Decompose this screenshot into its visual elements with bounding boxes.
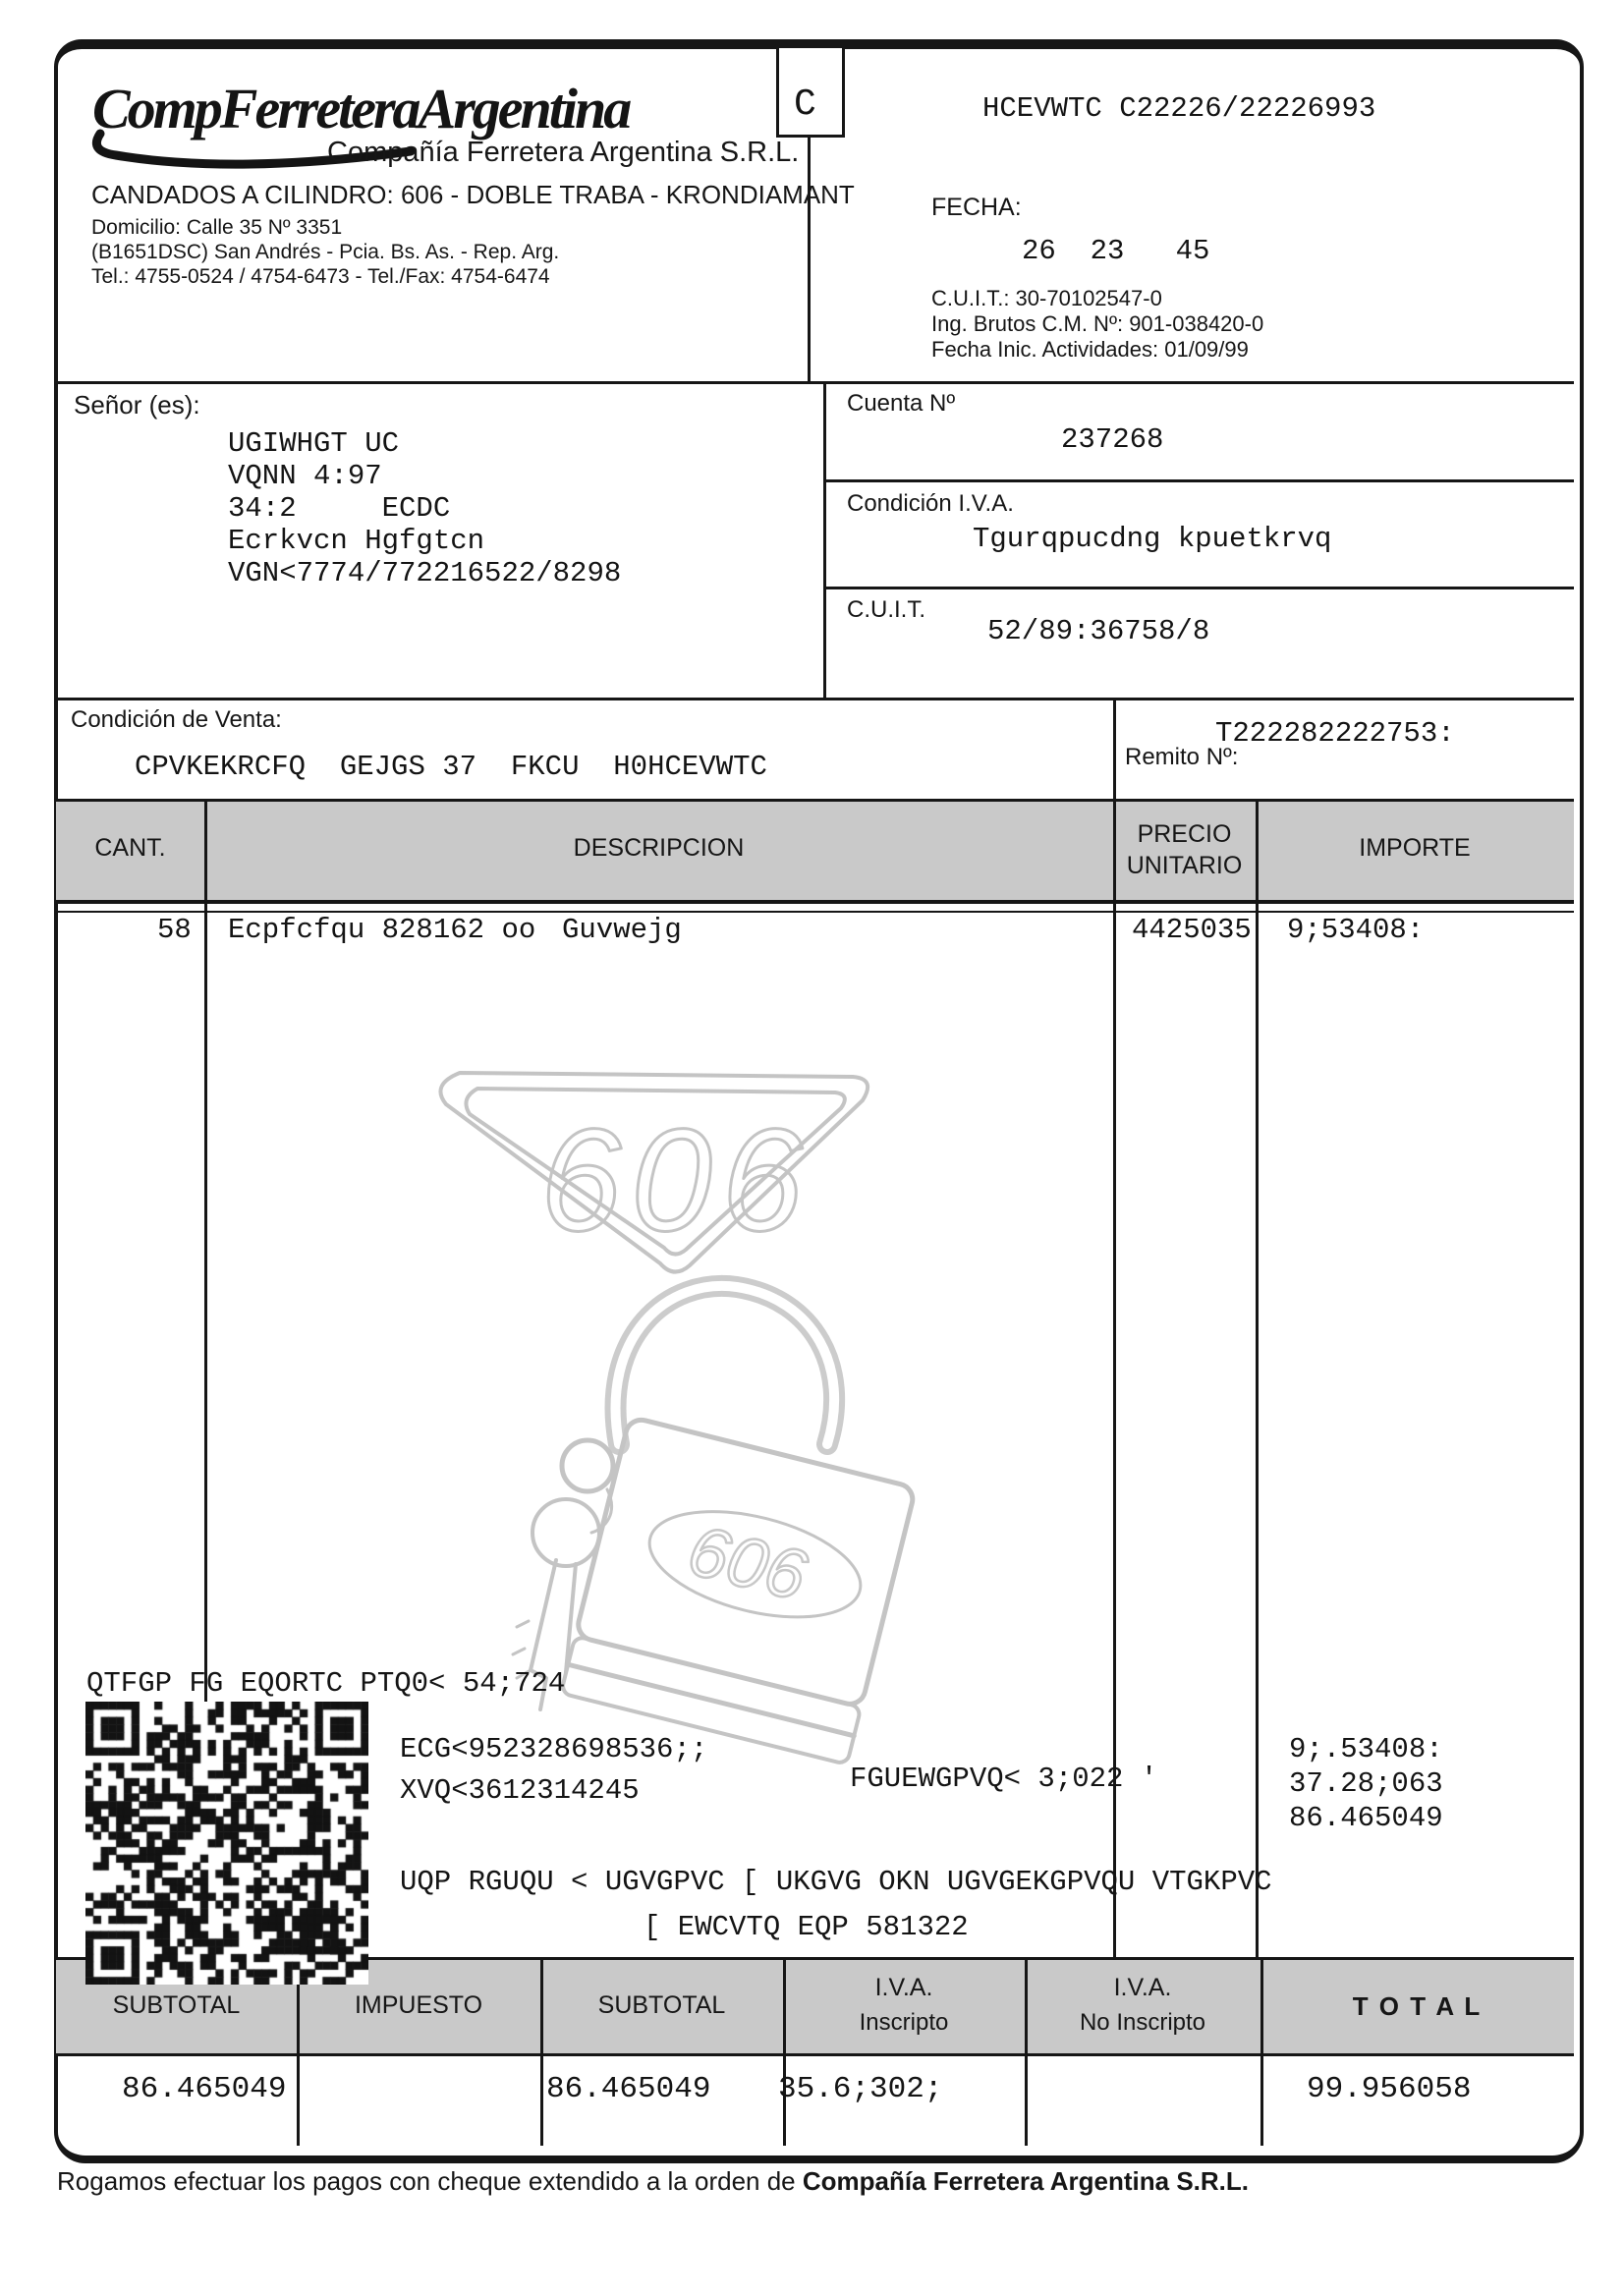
customer-label: Señor (es): bbox=[74, 390, 200, 420]
summary-header-iva-noinscripto-1: I.V.A. bbox=[1113, 1974, 1172, 2001]
header-precio-2: UNITARIO bbox=[1126, 852, 1243, 879]
summary-header-iva-inscripto-2: Inscripto bbox=[859, 2009, 949, 2036]
items-header-bottom bbox=[56, 900, 1574, 904]
condicion-iva-value: Tgurqpucdng kpuetkrvq bbox=[973, 523, 1332, 555]
header-cant: CANT. bbox=[94, 834, 166, 862]
customer-line-2: VQNN 4:97 bbox=[228, 460, 382, 492]
summary-divider-5 bbox=[1260, 1957, 1263, 2146]
customer-line-4: Ecrkvcn Hgfgtcn bbox=[228, 525, 485, 557]
invoice-number: HCEVWTC C22226/22226993 bbox=[982, 92, 1376, 125]
summary-header-total: T O T A L bbox=[1352, 1991, 1483, 2021]
customer-line-1: UGIWHGT UC bbox=[228, 427, 400, 460]
summary-header-iva-inscripto-1: I.V.A. bbox=[874, 1974, 933, 2001]
summary-header-subtotal-1: SUBTOTAL bbox=[112, 1991, 241, 2019]
company-address-2: (B1651DSC) San Andrés - Pcia. Bs. As. - Rep. Arg. bbox=[91, 241, 560, 263]
summary-header-bottom bbox=[56, 2053, 1574, 2056]
footer-note bbox=[57, 2167, 1249, 2196]
cuenta-value: 237268 bbox=[1061, 423, 1164, 456]
inicio-actividades-line: Fecha Inic. Actividades: 01/09/99 bbox=[931, 337, 1249, 362]
customer-cuit-value: 52/89:36758/8 bbox=[987, 615, 1210, 647]
divider-customer-condicion bbox=[56, 698, 1574, 700]
summary-value-subtotal-1: 86.465049 bbox=[122, 2072, 287, 2106]
items-header-bottom-thin bbox=[56, 911, 1574, 913]
summary-header-impuesto: IMPUESTO bbox=[354, 1991, 483, 2019]
ing-brutos-line: Ing. Brutos C.M. Nº: 901-038420-0 bbox=[931, 311, 1264, 336]
orden-compra-line: QTFGP FG EQORTC PTQ0< 54;724 bbox=[86, 1667, 566, 1700]
item-importe: 9;53408: bbox=[1287, 914, 1425, 946]
divider-header-customer bbox=[56, 381, 1574, 384]
padlock-watermark bbox=[373, 1022, 1120, 1768]
customer-cuit-label: C.U.I.T. bbox=[847, 596, 926, 623]
company-name: Compañía Ferretera Argentina S.R.L. bbox=[327, 137, 800, 168]
condicion-venta-label: Condición de Venta: bbox=[71, 706, 282, 733]
item-desc-a: Ecpfcfqu 828162 oo bbox=[228, 914, 536, 946]
amount-words-line-2: [ EWCVTQ EQP 581322 bbox=[644, 1911, 969, 1943]
header-importe: IMPORTE bbox=[1359, 834, 1471, 862]
header-precio-1: PRECIO bbox=[1137, 820, 1232, 848]
summary-value-subtotal-2: 86.465049 bbox=[546, 2072, 711, 2106]
qr-code bbox=[85, 1702, 368, 1985]
amount-line-2: 37.28;063 bbox=[1289, 1767, 1443, 1800]
summary-value-total: 99.956058 bbox=[1307, 2072, 1472, 2106]
company-logo-text: CompFerreteraArgentina bbox=[92, 77, 630, 140]
invoice-type-letter: C bbox=[794, 84, 816, 126]
header-descripcion: DESCRIPCION bbox=[573, 834, 745, 862]
fecha-value: 26 23 45 bbox=[1022, 235, 1210, 267]
condicion-iva-label: Condición I.V.A. bbox=[847, 490, 1014, 517]
amount-words-line-1: UQP RGUQU < UGVGPVC [ UKGVG OKN UGVGEKGPVQU VTGKPVC bbox=[400, 1866, 1272, 1898]
items-header-top bbox=[56, 799, 1574, 802]
summary-divider-1 bbox=[297, 1957, 300, 2146]
amount-line-1: 9;.53408: bbox=[1289, 1733, 1443, 1765]
condicion-venta-value: CPVKEKRCFQ GEJGS 37 FKCU H0HCEVWTC bbox=[135, 751, 767, 783]
cuenta-label: Cuenta Nº bbox=[847, 390, 956, 417]
company-tagline: CANDADOS A CILINDRO: 606 - DOBLE TRABA - KRONDIAMANT bbox=[91, 180, 855, 209]
cuenta-iva-divider bbox=[823, 479, 1574, 482]
iva-cuit-divider bbox=[823, 587, 1574, 589]
footer-note-company: Compañía Ferretera Argentina S.R.L. bbox=[802, 2166, 1249, 2196]
summary-value-iva-inscripto: 35.6;302; bbox=[778, 2072, 943, 2106]
summary-header-iva-noinscripto-2: No Inscripto bbox=[1079, 2009, 1206, 2036]
fecha-label: FECHA: bbox=[931, 194, 1022, 221]
customer-line-5: VGN<7774/772216522/8298 bbox=[228, 557, 622, 589]
xvq-line: XVQ<3612314245 bbox=[400, 1774, 640, 1807]
footer-note-text: Rogamos efectuar los pagos con cheque extendido a la orden de bbox=[57, 2166, 803, 2196]
header-divider-vertical bbox=[808, 132, 811, 381]
item-precio: 4425035 bbox=[1132, 914, 1252, 946]
ecg-line: ECG<952328698536;; bbox=[400, 1733, 708, 1765]
item-desc-b: Guvwejg bbox=[562, 914, 682, 946]
remito-label: Remito Nº: bbox=[1125, 744, 1239, 770]
customer-panel-divider bbox=[823, 381, 826, 700]
col-precio-divider bbox=[1256, 799, 1259, 1957]
remito-value: T222282222753: bbox=[1215, 717, 1455, 750]
descuento-line: FGUEWGPVQ< 3;022 ' bbox=[850, 1763, 1158, 1795]
summary-divider-2 bbox=[540, 1957, 543, 2146]
badge-606-text: 606 bbox=[540, 1099, 812, 1261]
item-cant: 58 bbox=[157, 914, 192, 946]
customer-line-3: 34:2 ECDC bbox=[228, 492, 451, 525]
company-cuit-line: C.U.I.T.: 30-70102547-0 bbox=[931, 286, 1162, 310]
amount-line-3: 86.465049 bbox=[1289, 1802, 1443, 1834]
company-address-3: Tel.: 4755-0524 / 4754-6473 - Tel./Fax: 4754-6474 bbox=[91, 265, 550, 288]
company-address-1: Domicilio: Calle 35 Nº 3351 bbox=[91, 216, 343, 239]
body-606-text: 606 bbox=[680, 1510, 814, 1616]
summary-header-subtotal-2: SUBTOTAL bbox=[597, 1991, 726, 2019]
